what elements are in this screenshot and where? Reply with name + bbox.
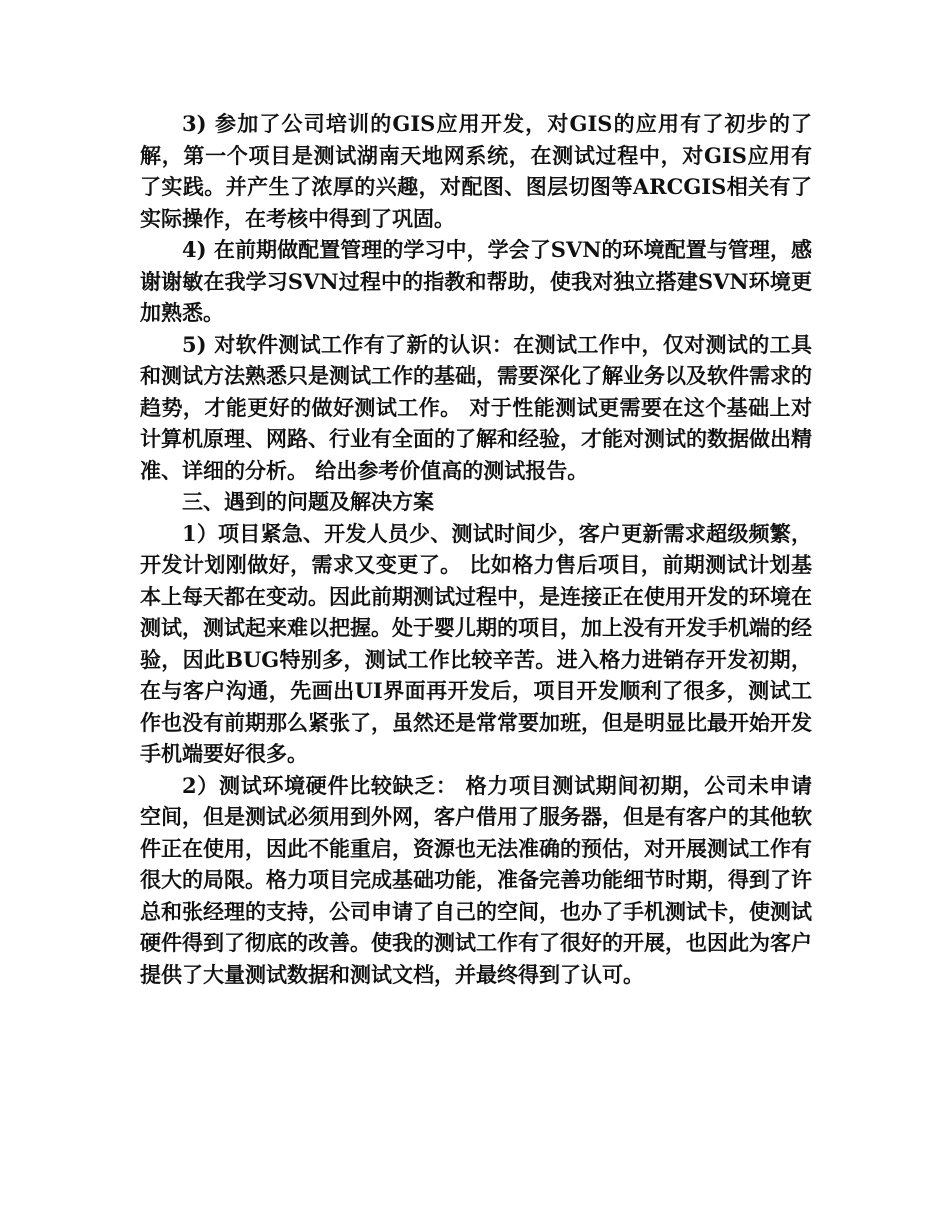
paragraph-problem-2: 2）测试环境硬件比较缺乏： 格力项目测试期间初期，公司未申请空间，但是测试必须用到外网，客户借用了服务器，但是有客户的其他软件正在使用，因此不能重启，资源也无法准确的预估，对开展测试工作有很大的局限。格力项目完成基础功能，准备完善功能细节时期，得到了许总和张经理的支持，公司申请了自己的空间，也办了手机测试卡，使测试硬件得到了彻底的改善。使我的测试工作有了很好的开展，也因此为客户提供了大量测试数据和测试文档，并最终得到了认可。 [140, 772, 812, 987]
paragraph-svn-config: 4) 在前期做配置管理的学习中，学会了SVN的环境配置与管理，感谢谢敏在我学习SVN过程中的指教和帮助，使我对独立搭建SVN环境更加熟悉。 [140, 237, 812, 325]
paragraph-problem-1: 1）项目紧急、开发人员少、测试时间少，客户更新需求超级频繁，开发计划刚做好，需求又变更了。 比如格力售后项目，前期测试计划基本上每天都在变动。因此前期测试过程中，是连接正在使用开发的环境在测试，测试起来难以把握。处于婴儿期的项目，加上没有开发手机端的经验，因此BUG特别多，测试工作比较辛苦。进入格力进销存开发初期，在与客户沟通，先画出UI界面再开发后，项目开发顺利了很多，测试工作也没有前期那么紧张了，虽然还是常常要加班，但是明显比最开始开发手机端要好很多。 [140, 520, 812, 766]
paragraph-gis-training: 3) 参加了公司培训的GIS应用开发，对GIS的应用有了初步的了解，第一个项目是测试湖南天地网系统，在测试过程中，对GIS应用有了实践。并产生了浓厚的兴趣，对配图、图层切图等ARCGIS相关有了实际操作，在考核中得到了巩固。 [140, 111, 812, 231]
paragraph-testing-insight: 5) 对软件测试工作有了新的认识：在测试工作中，仅对测试的工具和测试方法熟悉只是测试工作的基础，需要深化了解业务以及软件需求的趋势，才能更好的做好测试工作。 对于性能测试更需要在这个基础上对计算机原理、网路、行业有全面的了解和经验，才能对测试的数据做出精准、详细的分析。 给出参考价值高的测试报告。 [140, 331, 812, 483]
document-body [140, 108, 812, 990]
section-heading: 三、遇到的问题及解决方案 [182, 489, 434, 514]
